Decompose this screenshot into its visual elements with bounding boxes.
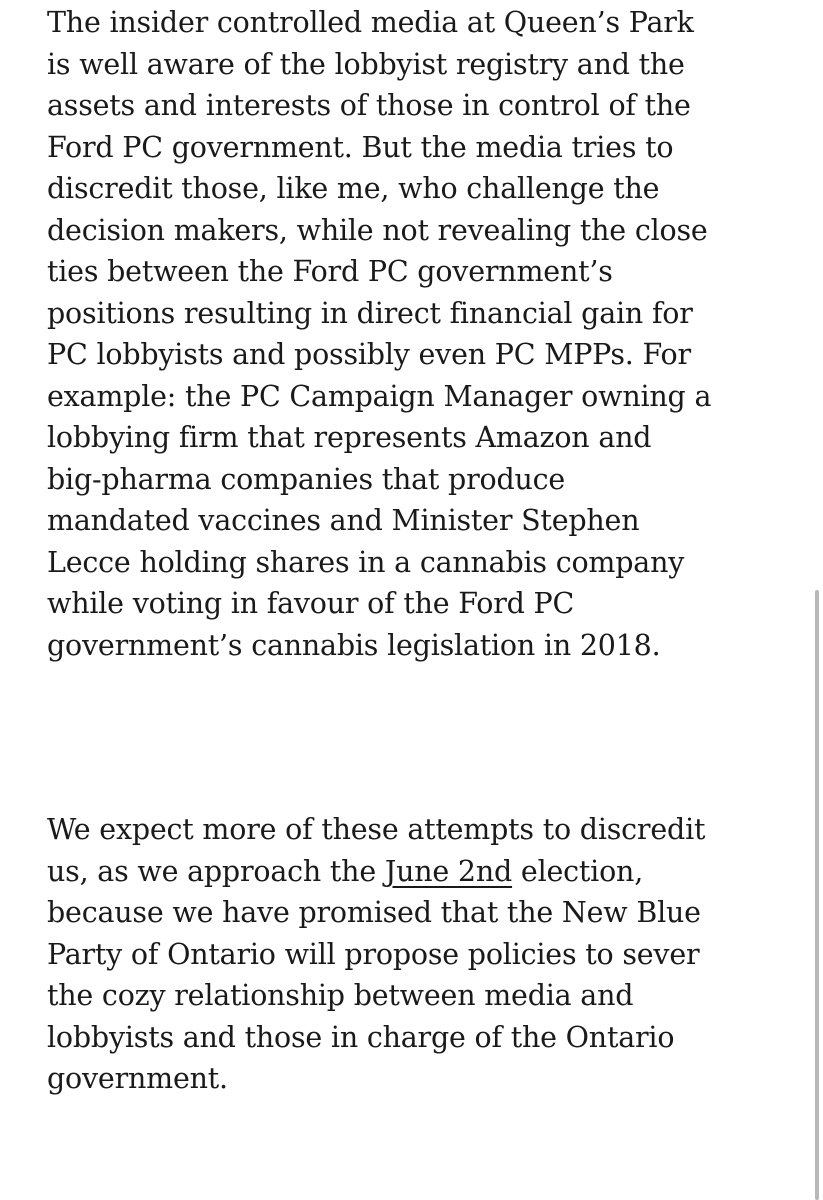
text-line-with-link	[47, 851, 787, 893]
text-line: mandated vaccines and Minister Stephen	[47, 504, 640, 537]
text-line: because we have promised that the New Blue	[47, 896, 701, 929]
text-line: decision makers, while not revealing the close	[47, 213, 708, 247]
text-fragment: election,	[512, 854, 644, 888]
text-line: We expect more of these attempts to discredit	[47, 813, 706, 846]
text-line: big-pharma companies that produce	[47, 462, 566, 496]
text-line: Party of Ontario will propose policies to sever	[47, 937, 700, 971]
text-line: lobbying firm that represents Amazon and	[47, 421, 652, 454]
text-line: PC lobbyists and possibly even PC MPPs. For	[47, 338, 691, 371]
text-line: Ford PC government. But the media tries to	[47, 130, 674, 164]
article-paragraph-1	[47, 2, 787, 666]
text-line: the cozy relationship between media and	[47, 979, 634, 1012]
text-line: example: the PC Campaign Manager owning a	[47, 379, 712, 413]
text-line: government’s cannabis legislation in 2018.	[47, 628, 661, 662]
text-line: The insider controlled media at Queen’s Park	[47, 6, 694, 39]
text-fragment: us, as we approach the	[47, 854, 385, 888]
text-line: is well aware of the lobbyist registry and the	[47, 47, 685, 81]
text-line: discredit those, like me, who challenge the	[47, 172, 660, 205]
article-paragraph-2	[47, 809, 787, 1100]
text-line: lobbyists and those in charge of the Ontario	[47, 1020, 675, 1054]
text-line: assets and interests of those in control of the	[47, 89, 691, 122]
vertical-scrollbar[interactable]	[815, 590, 819, 1200]
text-line: while voting in favour of the Ford PC	[47, 587, 575, 620]
text-line: government.	[47, 1062, 228, 1095]
text-line: Lecce holding shares in a cannabis company	[47, 545, 685, 579]
june-2nd-link[interactable]: June 2nd	[384, 854, 513, 888]
text-line: positions resulting in direct financial gain for	[47, 296, 693, 330]
text-line: ties between the Ford PC government’s	[47, 255, 613, 288]
